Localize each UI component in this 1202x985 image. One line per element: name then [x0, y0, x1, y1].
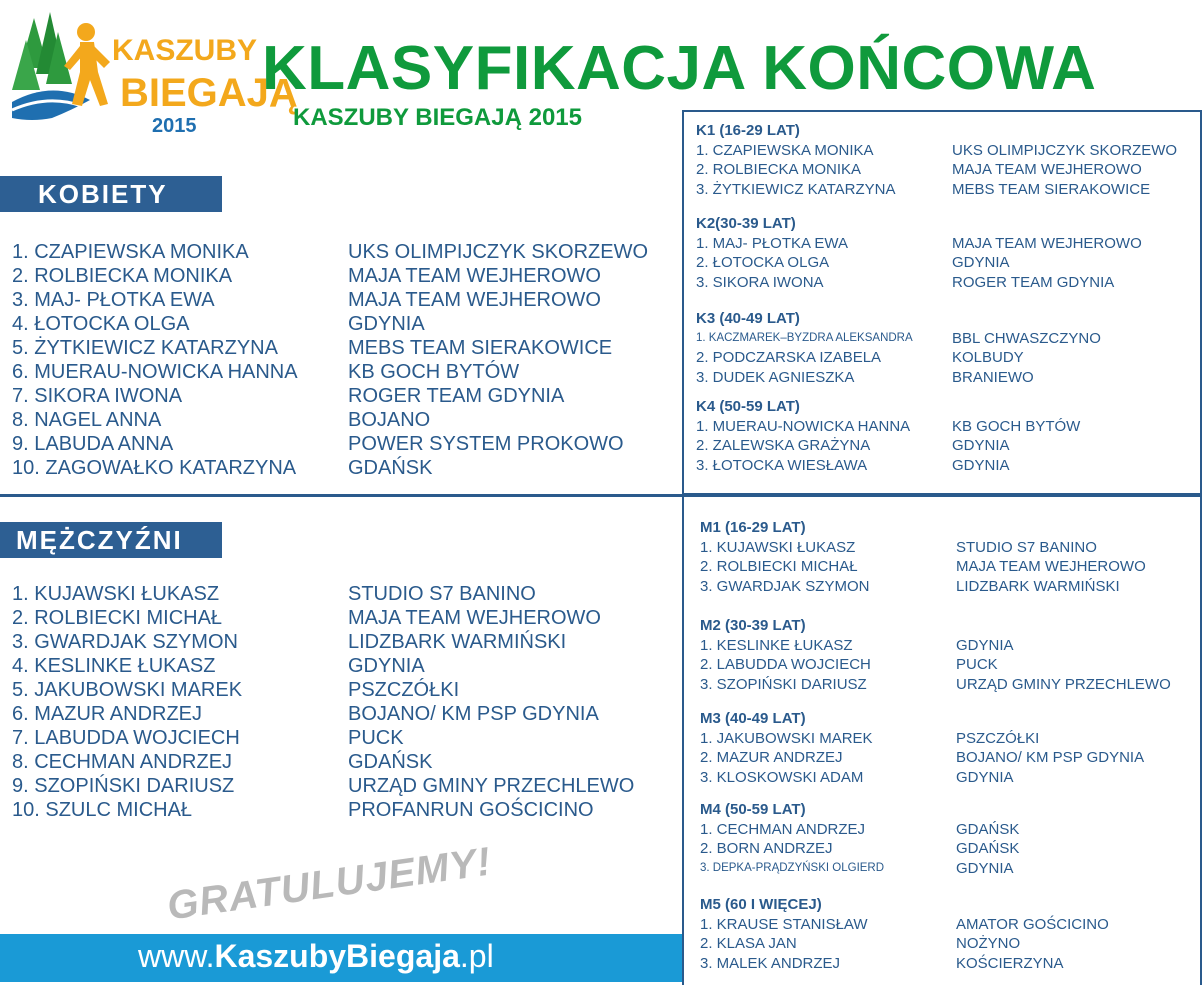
athlete-name: 3. MAJ- PŁOTKA EWA — [12, 289, 215, 311]
athlete-name: 1. KESLINKE ŁUKASZ — [700, 636, 853, 654]
athlete-club: GDAŃSK — [956, 820, 1020, 838]
ranking-row — [12, 726, 634, 750]
athlete-club: GDYNIA — [952, 254, 1010, 271]
athlete-name: 7. SIKORA IWONA — [12, 385, 183, 407]
website-link[interactable] — [138, 938, 494, 975]
ranking-row — [12, 288, 648, 312]
athlete-name: 2. ŁOTOCKA OLGA — [696, 254, 830, 271]
athlete-name: 1. KRAUSE STANISŁAW — [700, 915, 868, 933]
category-m3 — [700, 709, 1144, 787]
category-row — [696, 456, 1080, 476]
athlete-name: 2. ZALEWSKA GRAŻYNA — [696, 437, 871, 454]
category-title: K1 (16-29 LAT) — [696, 122, 800, 139]
category-title: K2(30-39 LAT) — [696, 215, 796, 232]
athlete-name: 10. ZAGOWAŁKO KATARZYNA — [12, 457, 297, 479]
athlete-name: 1. KACZMAREK–BYZDRA ALEKSANDRA — [696, 331, 913, 344]
ranking-row — [12, 702, 634, 726]
athlete-club: PROFANRUN GOŚCICINO — [348, 799, 594, 821]
category-row — [700, 675, 1171, 695]
athlete-club: KB GOCH BYTÓW — [952, 417, 1081, 435]
category-m1 — [700, 518, 1146, 596]
athlete-name: 10. SZULC MICHAŁ — [12, 799, 193, 821]
logo-year: 2015 — [152, 115, 197, 137]
women-ranking — [12, 240, 648, 480]
athlete-club: MAJA TEAM WEJHEROWO — [348, 265, 601, 287]
athlete-club: UKS OLIMPIJCZYK SKORZEWO — [952, 141, 1178, 159]
category-row — [700, 748, 1144, 768]
ranking-row — [12, 774, 634, 798]
athlete-club: BRANIEWO — [952, 368, 1034, 386]
athlete-club: BOJANO — [348, 409, 431, 431]
category-row — [696, 160, 1177, 180]
athlete-club: MEBS TEAM SIERAKOWICE — [952, 180, 1151, 198]
category-k4 — [696, 397, 1080, 475]
category-title: M5 (60 I WIĘCEJ) — [700, 896, 822, 913]
ranking-row — [12, 360, 648, 384]
section-divider — [0, 494, 684, 497]
category-row — [700, 859, 1019, 879]
ranking-row — [12, 798, 634, 822]
athlete-name: 3. SIKORA IWONA — [696, 273, 824, 291]
athlete-name: 1. JAKUBOWSKI MAREK — [700, 729, 873, 747]
athlete-name: 2. ROLBIECKI MICHAŁ — [12, 607, 223, 629]
athlete-name: 1. KUJAWSKI ŁUKASZ — [12, 583, 220, 605]
category-row — [696, 417, 1080, 437]
athlete-name: 8. CECHMAN ANDRZEJ — [12, 751, 233, 773]
category-m2 — [700, 616, 1171, 694]
athlete-name: 3. MALEK ANDRZEJ — [700, 954, 841, 972]
athlete-club: KB GOCH BYTÓW — [348, 361, 520, 383]
athlete-name: 7. LABUDDA WOJCIECH — [12, 727, 240, 749]
athlete-name: 2. KLASA JAN — [700, 935, 797, 952]
category-k3 — [696, 309, 1101, 387]
athlete-name: 6. MAZUR ANDRZEJ — [12, 703, 203, 725]
athlete-club: STUDIO S7 BANINO — [348, 583, 536, 605]
ranking-row — [12, 750, 634, 774]
athlete-name: 3. SZOPIŃSKI DARIUSZ — [700, 675, 867, 693]
athlete-name: 1. MAJ- PŁOTKA EWA — [696, 234, 848, 252]
athlete-club: GDYNIA — [952, 437, 1010, 454]
category-row — [696, 180, 1177, 200]
athlete-club: PUCK — [956, 656, 998, 673]
athlete-name: 2. MAZUR ANDRZEJ — [700, 749, 843, 766]
website-suffix: .pl — [459, 938, 494, 974]
category-row — [700, 577, 1146, 597]
athlete-name: 8. NAGEL ANNA — [12, 409, 162, 431]
athlete-club: GDYNIA — [956, 768, 1014, 786]
ranking-row — [12, 336, 648, 360]
athlete-club: BOJANO/ KM PSP GDYNIA — [956, 749, 1145, 766]
ranking-row — [12, 312, 648, 336]
athlete-club: GDYNIA — [956, 636, 1014, 654]
category-row — [700, 820, 1019, 840]
athlete-club: PUCK — [348, 727, 404, 749]
gratulujemy-text: GRATULUJEMY! — [164, 839, 495, 929]
category-title: K3 (40-49 LAT) — [696, 310, 800, 327]
category-row — [700, 915, 1109, 935]
athlete-club: MAJA TEAM WEJHEROWO — [348, 607, 601, 629]
athlete-club: URZĄD GMINY PRZECHLEWO — [348, 775, 635, 797]
athlete-name: 6. MUERAU-NOWICKA HANNA — [12, 361, 298, 383]
athlete-club: MAJA TEAM WEJHEROWO — [952, 234, 1142, 252]
men-label: MĘŻCZYŹNI — [0, 522, 222, 558]
ranking-row — [12, 384, 648, 408]
athlete-club: LIDZBARK WARMIŃSKI — [956, 577, 1120, 595]
athlete-club: GDAŃSK — [956, 840, 1020, 857]
category-row — [696, 141, 1177, 161]
ranking-row — [12, 456, 648, 480]
category-k1 — [696, 121, 1177, 199]
athlete-club: GDYNIA — [348, 655, 425, 677]
athlete-name: 3. GWARDJAK SZYMON — [12, 631, 238, 653]
athlete-club: MAJA TEAM WEJHEROWO — [956, 558, 1146, 575]
athlete-club: STUDIO S7 BANINO — [956, 538, 1097, 556]
athlete-club: GDAŃSK — [348, 457, 433, 479]
category-title: M4 (50-59 LAT) — [700, 801, 806, 818]
ranking-row — [12, 432, 648, 456]
category-title: M1 (16-29 LAT) — [700, 519, 806, 536]
athlete-club: KOŚCIERZYNA — [956, 954, 1064, 972]
category-k2 — [696, 214, 1142, 292]
category-title: K4 (50-59 LAT) — [696, 398, 800, 415]
athlete-name: 3. DUDEK AGNIESZKA — [696, 368, 855, 386]
athlete-club: NOŻYNO — [956, 935, 1021, 952]
category-m4 — [700, 800, 1019, 878]
athlete-name: 1. MUERAU-NOWICKA HANNA — [696, 417, 911, 435]
athlete-name: 2. ROLBIECKA MONIKA — [12, 265, 233, 287]
website-name: KaszubyBiegaja — [214, 938, 460, 974]
page-title: KLASYFIKACJA KOŃCOWA — [262, 34, 1097, 103]
athlete-name: 9. SZOPIŃSKI DARIUSZ — [12, 775, 235, 797]
ranking-row — [12, 264, 648, 288]
athlete-club: GDYNIA — [952, 456, 1010, 474]
ranking-row — [12, 630, 634, 654]
logo — [12, 10, 298, 138]
category-m5 — [700, 895, 1109, 973]
ranking-row — [12, 678, 634, 702]
athlete-club: AMATOR GOŚCICINO — [956, 915, 1109, 933]
page-subtitle: KASZUBY BIEGAJĄ 2015 — [293, 104, 582, 131]
category-row — [700, 934, 1109, 954]
athlete-club: GDAŃSK — [348, 751, 433, 773]
ranking-row — [12, 582, 634, 606]
logo-line2: BIEGAJĄ — [120, 71, 298, 115]
athlete-club: MEBS TEAM SIERAKOWICE — [348, 337, 613, 359]
athlete-club: UKS OLIMPIJCZYK SKORZEWO — [348, 241, 649, 263]
category-row — [696, 348, 1101, 368]
athlete-name: 1. CZAPIEWSKA MONIKA — [696, 141, 874, 159]
athlete-name: 1. CZAPIEWSKA MONIKA — [12, 241, 249, 263]
athlete-club: POWER SYSTEM PROKOWO — [348, 433, 624, 455]
athlete-name: 2. LABUDDA WOJCIECH — [700, 656, 871, 673]
ranking-row — [12, 606, 634, 630]
athlete-club: URZĄD GMINY PRZECHLEWO — [956, 675, 1171, 693]
athlete-club: GDYNIA — [956, 859, 1014, 877]
ranking-row — [12, 654, 634, 678]
athlete-name: 4. ŁOTOCKA OLGA — [12, 313, 190, 335]
athlete-name: 2. ROLBIECKA MONIKA — [696, 161, 862, 178]
category-row — [696, 253, 1142, 273]
athlete-club: LIDZBARK WARMIŃSKI — [348, 631, 567, 653]
category-row — [700, 538, 1146, 558]
athlete-club: BOJANO/ KM PSP GDYNIA — [348, 703, 599, 725]
athlete-club: BBL CHWASZCZYNO — [952, 329, 1101, 347]
athlete-name: 3. DEPKA-PRĄDZYŃSKI OLGIERD — [700, 861, 885, 874]
athlete-club: MAJA TEAM WEJHEROWO — [952, 161, 1142, 178]
athlete-club: PSZCZÓŁKI — [348, 679, 460, 701]
athlete-club: GDYNIA — [348, 313, 425, 335]
category-row — [696, 436, 1080, 456]
athlete-club: ROGER TEAM GDYNIA — [348, 385, 565, 407]
logo-line1: KASZUBY — [112, 34, 258, 67]
category-row — [700, 954, 1109, 974]
category-row — [700, 636, 1171, 656]
logo-graphic — [12, 10, 298, 138]
category-row — [700, 557, 1146, 577]
athlete-club: KOLBUDY — [952, 349, 1024, 366]
athlete-name: 9. LABUDA ANNA — [12, 433, 174, 455]
athlete-club: MAJA TEAM WEJHEROWO — [348, 289, 601, 311]
category-title: M2 (30-39 LAT) — [700, 617, 806, 634]
category-row — [696, 273, 1142, 293]
men-ranking — [12, 582, 634, 822]
athlete-club: ROGER TEAM GDYNIA — [952, 273, 1115, 291]
women-label: KOBIETY — [0, 176, 222, 212]
athlete-name: 2. PODCZARSKA IZABELA — [696, 349, 882, 366]
athlete-name: 3. KLOSKOWSKI ADAM — [700, 768, 864, 786]
athlete-name: 5. ŻYTKIEWICZ KATARZYNA — [12, 337, 278, 359]
athlete-name: 3. ŻYTKIEWICZ KATARZYNA — [696, 180, 896, 198]
category-title: M3 (40-49 LAT) — [700, 710, 806, 727]
category-row — [696, 368, 1101, 388]
athlete-name: 3. ŁOTOCKA WIESŁAWA — [696, 456, 868, 474]
athlete-club: PSZCZÓŁKI — [956, 729, 1040, 747]
athlete-name: 1. KUJAWSKI ŁUKASZ — [700, 538, 856, 556]
athlete-name: 4. KESLINKE ŁUKASZ — [12, 655, 216, 677]
ranking-row — [12, 240, 648, 264]
category-row — [700, 655, 1171, 675]
athlete-name: 2. ROLBIECKI MICHAŁ — [700, 558, 858, 575]
website-prefix: www. — [138, 938, 215, 974]
ranking-row — [12, 408, 648, 432]
category-row — [700, 768, 1144, 788]
category-row — [696, 329, 1101, 349]
category-row — [696, 234, 1142, 254]
athlete-name: 1. CECHMAN ANDRZEJ — [700, 820, 866, 838]
category-row — [700, 729, 1144, 749]
category-row — [700, 839, 1019, 859]
athlete-name: 3. GWARDJAK SZYMON — [700, 577, 870, 595]
athlete-name: 2. BORN ANDRZEJ — [700, 840, 833, 857]
athlete-name: 5. JAKUBOWSKI MAREK — [12, 679, 243, 701]
